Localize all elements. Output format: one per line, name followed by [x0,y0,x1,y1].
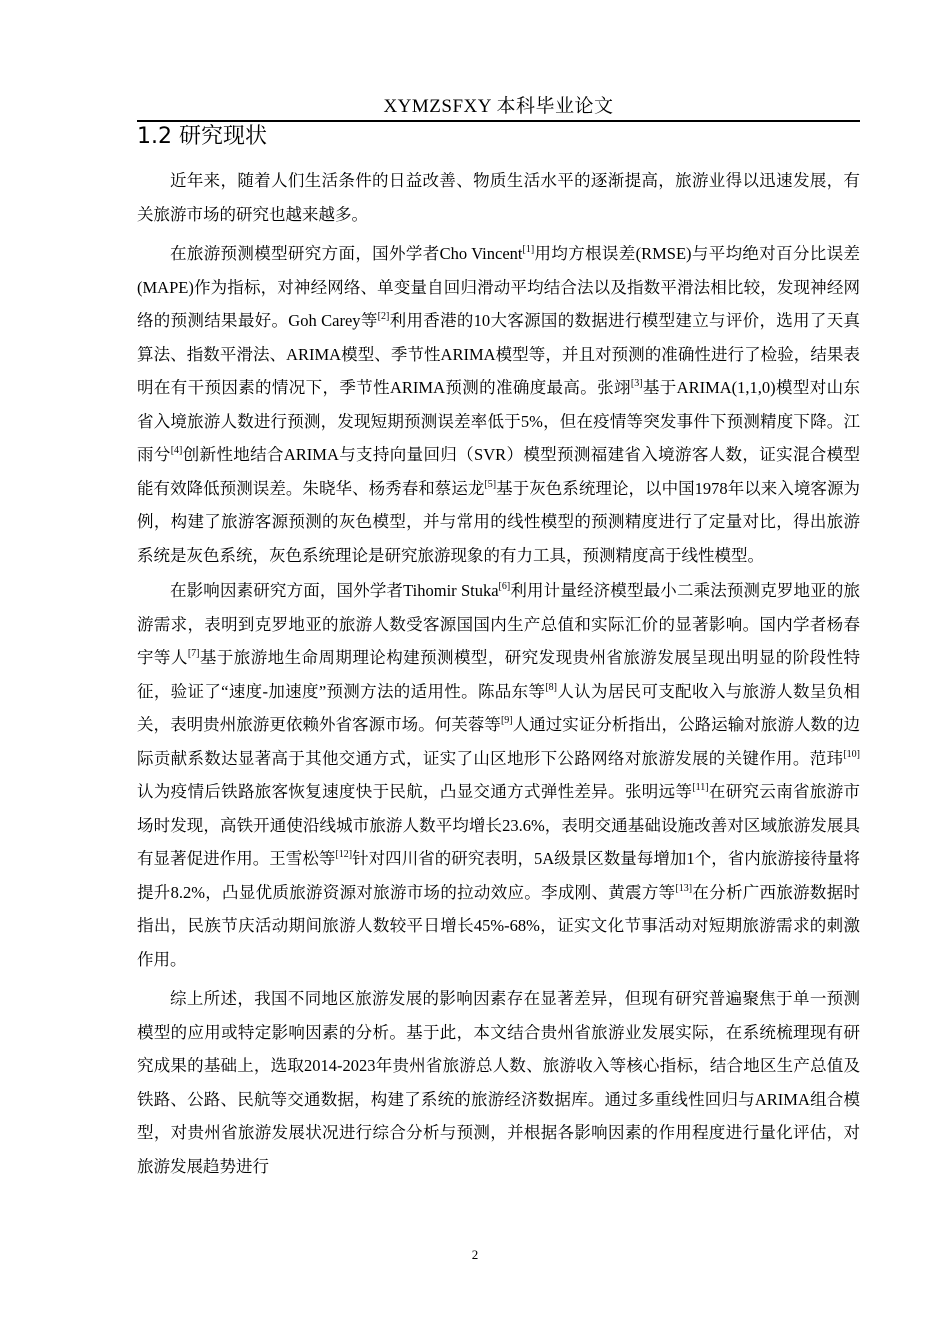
text-run: 利用香港的10大客源国的数据进行模型建立与评价，选用了天真算法、指数平滑法、ARIMA模型、季节性ARIMA模型等，并且对预测的准确性进行了检验，结果表明在有干预因素的情况下，季节性ARIMA预测的准确度最高。张翊 [137,311,860,397]
text-run: 利用计量经济模型最小二乘法预测克罗地亚的旅游需求，表明到克罗地亚的旅游人数受客源国国内生产总值和实际汇价的显著影响。国内学者杨春宇等人 [137,581,860,667]
body-text [137,164,860,1183]
citation-ref: [3] [630,378,643,389]
text-run: 在分析广西旅游数据时指出，民族节庆活动期间旅游人数较平日增长45%-68%，证实文化节事活动对短期旅游需求的刺激作用。 [137,882,861,969]
text-run: 基于旅游地生命周期理论构建预测模型，研究发现贵州省旅游发展呈现出明显的阶段性特征，验证了“速度-加速度”预测方法的适用性。陈品东等 [137,648,861,701]
citation-ref: [7] [187,648,200,659]
citation-ref: [8] [545,681,557,693]
paragraph-summary: 综上所述，我国不同地区旅游发展的影响因素存在显著差异，但现有研究普遍聚焦于单一预测模型的应用或特定影响因素的分析。基于此，本文结合贵州省旅游业发展实际，在系统梳理现有研究成果的基础上，选取2014-2023年贵州省旅游总人数、旅游收入等核心指标，结合地区生产总值及铁路、公路、民航等交通数据，构建了系统的旅游经济数据库。通过多重线性回归与ARIMA组合模型，对贵州省旅游发展状况进行综合分析与预测，并根据各影响因素的作用程度进行量化评估，对旅游发展趋势进行 [137,989,860,1176]
citation-ref: [12] [335,849,353,860]
text-run: 在研究云南省旅游市场时发现，高铁开通使沿线城市旅游人数平均增长23.6%，表明交通基础设施改善对区域旅游发展具有显著促进作用。王雪松等 [137,782,861,868]
text-run: 创新性地结合ARIMA与支持向量回归（SVR）模型预测福建省入境游客人数，证实混合模型能有效降低预测误差。朱晓华、杨秀春和蔡运龙 [137,445,861,498]
citation-ref: [6] [498,581,511,592]
text-run: 在旅游预测模型研究方面，国外学者Cho Vincent [170,244,523,263]
text-run: 人认为居民可支配收入与旅游人数呈负相关，表明贵州旅游更依赖外省客源市场。何芙蓉等 [137,681,860,734]
paragraph-intro: 近年来，随着人们生活条件的日益改善、物质生活水平的逐渐提高，旅游业得以迅速发展，有关旅游市场的研究也越来越多。 [137,171,860,224]
page-number: 2 [471,1247,479,1262]
citation-ref: [5] [484,478,497,490]
citation-ref: [4] [170,445,183,456]
text-run: 基于灰色系统理论，以中国1978年以来入境客源为例，构建了旅游客源预测的灰色模型，并与常用的线性模型的预测精度进行了定量对比，得出旅游系统是灰色系统，灰色系统理论是研究旅游现象的有力工具，预测精度高于线性模型。 [137,478,861,565]
text-run: 认为疫情后铁路旅客恢复速度快于民航，凸显交通方式弹性差异。张明远等 [137,782,693,801]
text-run: 基于ARIMA(1,1,0)模型对山东省入境旅游人数进行预测，发现短期预测误差率低于5%，但在疫情等突发事件下预测精度下降。江雨兮 [137,378,860,464]
text-run: 用均方根误差(RMSE)与平均绝对百分比误差(MAPE)作为指标，对神经网络、单变量自回归滑动平均结合法以及指数平滑法相比较，发现神经网络的预测结果最好。Goh Carey等 [137,244,861,330]
text-run: 针对四川省的研究表明，5A级景区数量每增加1个，省内旅游接待量将提升8.2%，凸显优质旅游资源对旅游市场的拉动效应。李成刚、黄震方等 [137,849,861,902]
citation-ref: [9] [500,715,513,726]
paragraph-influencing-factors [137,574,860,976]
citation-ref: [11] [692,782,709,793]
citation-ref: [13] [675,882,693,894]
citation-ref: [1] [522,244,535,255]
citation-ref: [10] [843,748,860,760]
paragraph-forecast-models [137,237,860,572]
running-header: XYMZSFXY 本科毕业论文 [383,96,614,117]
text-run: 人通过实证分析指出，公路运输对旅游人数的边际贡献系数达显著高于其他交通方式，证实了山区地形下公路网络对旅游发展的关键作用。范玮 [137,715,861,768]
citation-ref: [2] [377,311,390,322]
text-run: 在影响因素研究方面，国外学者Tihomir Stuka [170,581,499,600]
section-heading: 1.2 研究现状 [137,124,267,149]
